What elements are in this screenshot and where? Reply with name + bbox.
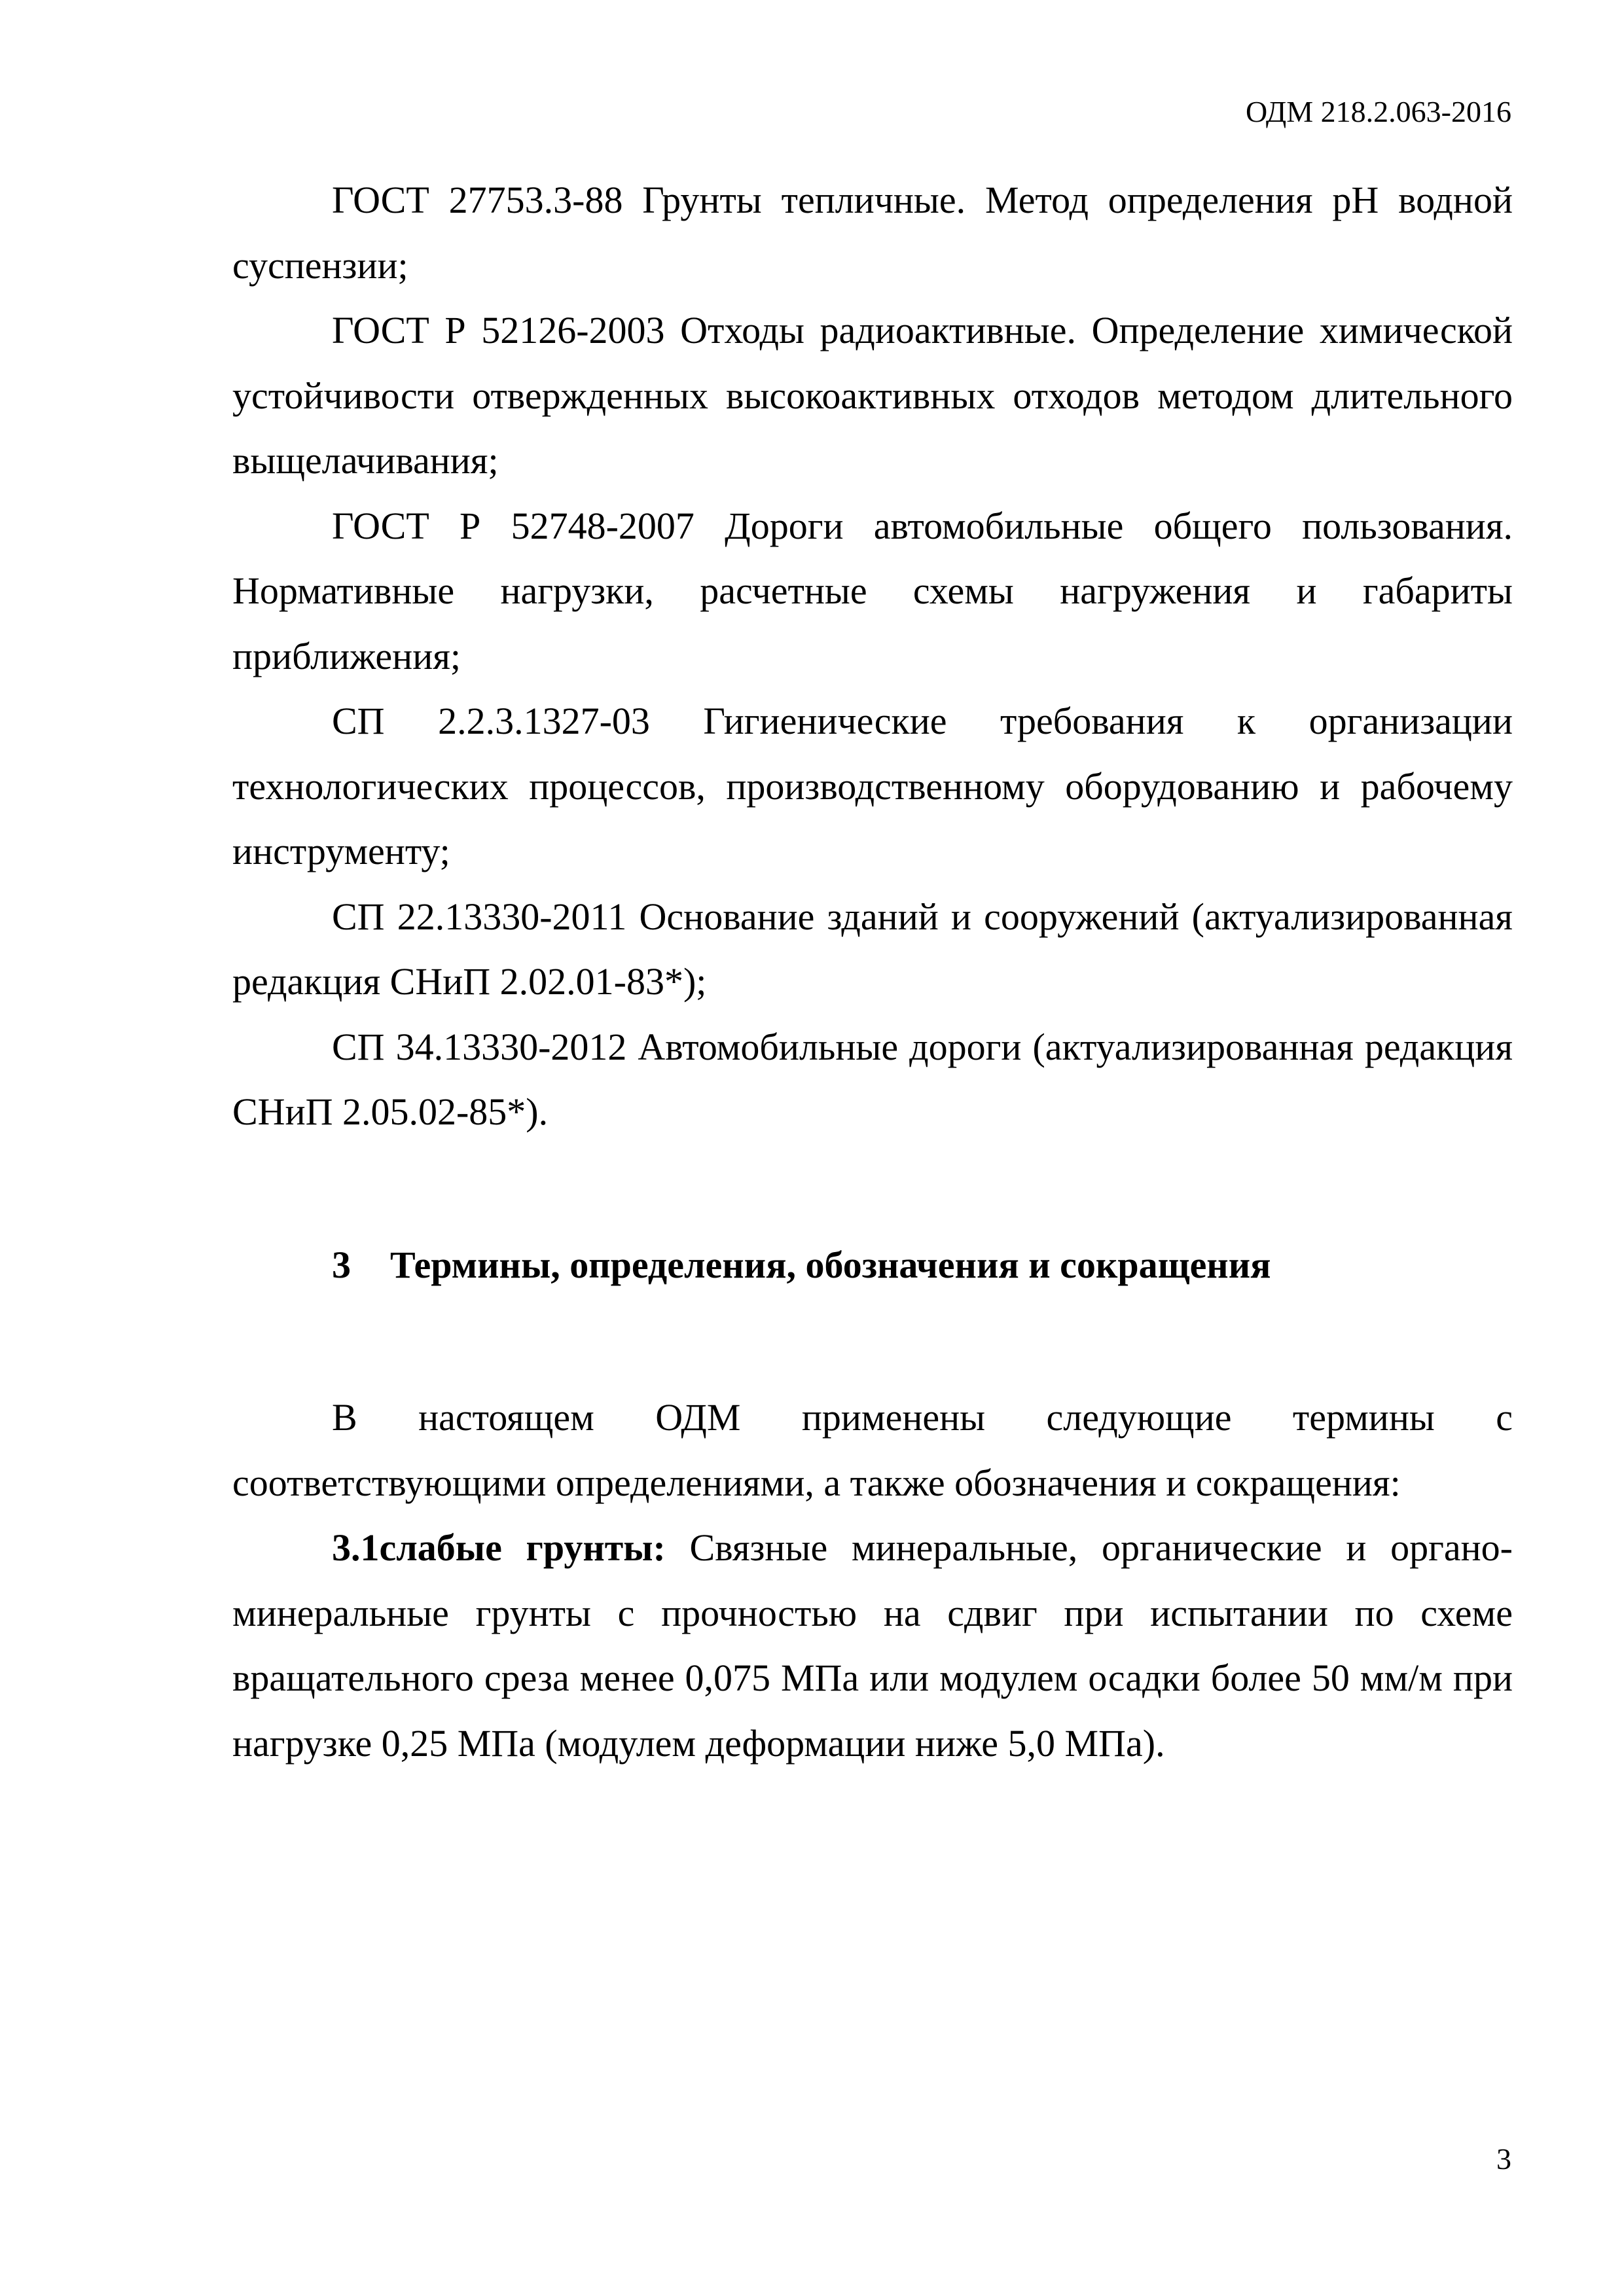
section-intro: В настоящем ОДМ применены следующие термины с соответствующими определениями, а также обозначения и сокращения: [232,1396,1513,1504]
page-content [232,168,1513,1776]
reference-item: СП 2.2.3.1327-03 Гигиенические требования к организации технологических процессов, производственному оборудованию и рабочему инструменту; [232,700,1513,872]
section-title: Термины, определения, обозначения и сокращения [390,1243,1271,1286]
reference-item: СП 34.13330-2012 Автомобильные дороги (актуализированная редакция СНиП 2.05.02-85*). [232,1025,1513,1133]
reference-item: ГОСТ Р 52126-2003 Отходы радиоактивные. Определение химической устойчивости отвержденных высокоактивных отходов методом длительного выщелачивания; [232,309,1513,482]
section-number: 3 [332,1243,351,1286]
term-name: 3.1слабые грунты: [332,1526,666,1569]
reference-item: СП 22.13330-2011 Основание зданий и сооружений (актуализированная редакция СНиП 2.02.01-83*); [232,895,1513,1003]
reference-item: ГОСТ 27753.3-88 Грунты тепличные. Метод определения pH водной суспензии; [232,179,1513,287]
document-code-header: ОДМ 218.2.063-2016 [1245,95,1511,128]
page-number: 3 [1496,2142,1511,2176]
reference-item: ГОСТ Р 52748-2007 Дороги автомобильные общего пользования. Нормативные нагрузки, расчетные схемы нагружения и габариты приближения; [232,504,1513,677]
section-heading [232,1232,1513,1298]
term-definition-text: Связные минеральные, органические и органо-минеральные грунты с прочностью на сдвиг при испытании по схеме вращательного среза менее 0,075 МПа или модулем осадки более 50 мм/м при нагрузке 0,25 МПа (модулем деформации ниже 5,0 МПа). [232,1526,1513,1765]
term-definition [232,1515,1513,1776]
